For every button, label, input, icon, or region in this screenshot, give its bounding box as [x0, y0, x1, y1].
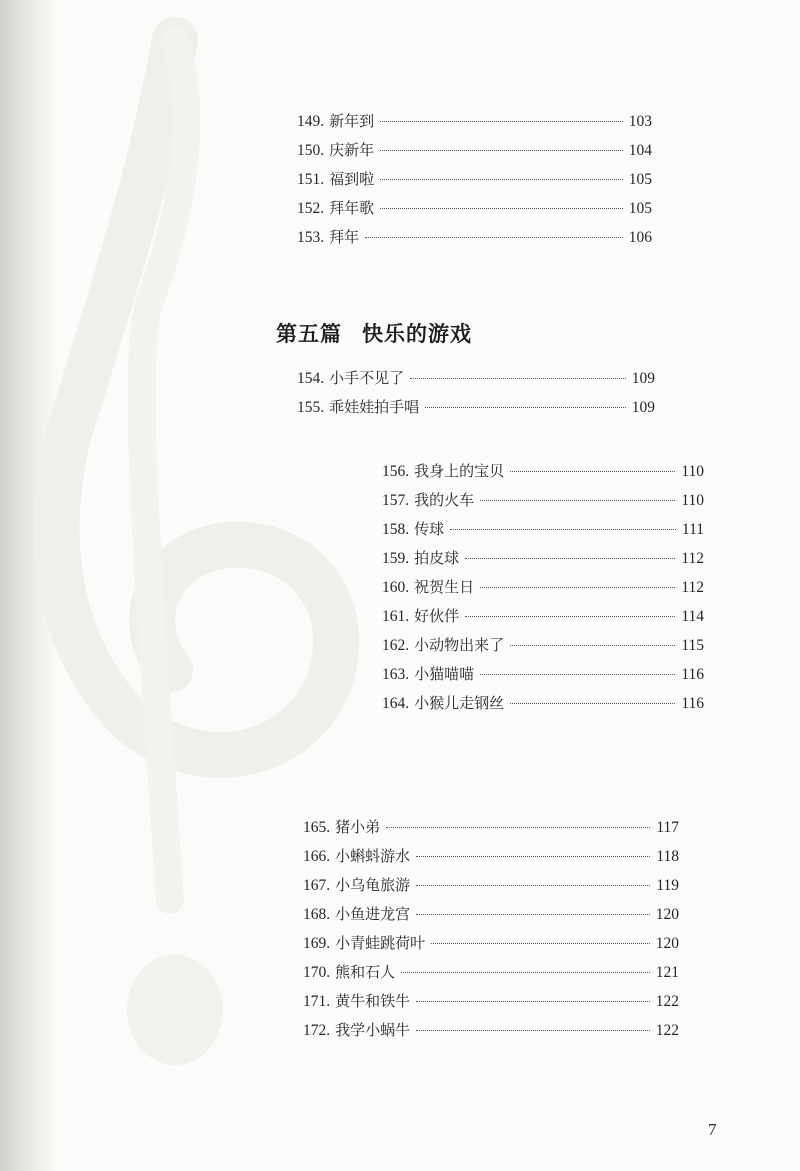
entry-number: 171.	[303, 993, 331, 1010]
toc-group-a	[297, 110, 652, 255]
dot-leader	[465, 616, 675, 617]
entry-page: 111	[681, 521, 704, 538]
entry-page: 120	[655, 906, 679, 923]
entry-number: 169.	[303, 935, 331, 952]
entry-title: 小猫喵喵	[414, 665, 475, 683]
entry-number: 170.	[303, 964, 331, 981]
dot-leader	[365, 237, 623, 238]
toc-group-b	[297, 367, 655, 425]
entry-title: 拜年	[329, 228, 360, 246]
toc-entry[interactable]	[303, 903, 679, 932]
entry-title: 黄牛和铁牛	[335, 992, 411, 1010]
dot-leader	[431, 943, 650, 944]
entry-title: 小手不见了	[329, 369, 405, 387]
entry-page: 110	[681, 492, 704, 509]
toc-entry[interactable]	[297, 197, 652, 226]
toc-entry[interactable]	[382, 605, 704, 634]
section-part: 第五篇	[276, 321, 342, 346]
section-name: 快乐的游戏	[362, 321, 472, 346]
entry-page: 116	[681, 695, 704, 712]
dot-leader	[510, 703, 675, 704]
section-heading	[276, 318, 472, 348]
entry-title: 小乌龟旅游	[335, 876, 411, 894]
page-number: 7	[708, 1120, 717, 1139]
entry-page: 105	[628, 171, 652, 188]
toc-group-c	[382, 460, 704, 721]
entry-number: 151.	[297, 171, 325, 188]
toc-entry[interactable]	[382, 518, 704, 547]
entry-title: 猪小弟	[335, 818, 381, 836]
toc-entry[interactable]	[303, 990, 679, 1019]
toc-entry[interactable]	[297, 110, 652, 139]
entry-number: 162.	[382, 637, 410, 654]
entry-number: 163.	[382, 666, 410, 683]
entry-title: 祝贺生日	[414, 578, 475, 596]
entry-page: 112	[681, 579, 704, 596]
entry-page: 103	[628, 113, 652, 130]
entry-page: 114	[681, 608, 704, 625]
entry-page: 118	[656, 848, 679, 865]
entry-number: 154.	[297, 370, 325, 387]
entry-number: 152.	[297, 200, 325, 217]
entry-number: 159.	[382, 550, 410, 567]
entry-number: 167.	[303, 877, 331, 894]
toc-entry[interactable]	[382, 547, 704, 576]
entry-number: 150.	[297, 142, 325, 159]
entry-page: 109	[631, 370, 655, 387]
toc-group-d	[303, 816, 679, 1048]
toc-entry[interactable]	[303, 961, 679, 990]
entry-title: 小动物出来了	[414, 636, 505, 654]
entry-title: 新年到	[329, 112, 375, 130]
dot-leader	[410, 378, 626, 379]
entry-number: 153.	[297, 229, 325, 246]
toc-entry[interactable]	[297, 367, 655, 396]
toc-entry[interactable]	[303, 1019, 679, 1048]
entry-number: 149.	[297, 113, 325, 130]
dot-leader	[480, 500, 675, 501]
toc-entry[interactable]	[303, 845, 679, 874]
entry-page: 104	[628, 142, 652, 159]
entry-number: 172.	[303, 1022, 331, 1039]
dot-leader	[380, 208, 623, 209]
toc-entry[interactable]	[297, 139, 652, 168]
dot-leader	[425, 407, 626, 408]
entry-title: 我的火车	[414, 491, 475, 509]
entry-title: 拜年歌	[329, 199, 375, 217]
entry-number: 161.	[382, 608, 410, 625]
entry-page: 115	[681, 637, 704, 654]
entry-number: 160.	[382, 579, 410, 596]
entry-number: 157.	[382, 492, 410, 509]
entry-title: 我身上的宝贝	[414, 462, 505, 480]
entry-number: 168.	[303, 906, 331, 923]
dot-leader	[380, 121, 623, 122]
dot-leader	[465, 558, 675, 559]
entry-title: 乖娃娃拍手唱	[329, 398, 420, 416]
entry-title: 庆新年	[329, 141, 375, 159]
dot-leader	[480, 587, 675, 588]
toc-entry[interactable]	[382, 489, 704, 518]
dot-leader	[510, 471, 675, 472]
entry-title: 拍皮球	[414, 549, 460, 567]
entry-title: 我学小蜗牛	[335, 1021, 411, 1039]
entry-page: 109	[631, 399, 655, 416]
toc-entry[interactable]	[382, 663, 704, 692]
dot-leader	[416, 1030, 650, 1031]
dot-leader	[380, 150, 623, 151]
dot-leader	[380, 179, 623, 180]
entry-title: 福到啦	[329, 170, 375, 188]
dot-leader	[416, 856, 650, 857]
entry-number: 165.	[303, 819, 331, 836]
dot-leader	[401, 972, 650, 973]
toc-entry[interactable]	[382, 460, 704, 489]
entry-number: 155.	[297, 399, 325, 416]
entry-page: 105	[628, 200, 652, 217]
entry-page: 112	[681, 550, 704, 567]
toc-entry[interactable]	[303, 816, 679, 845]
dot-leader	[480, 674, 675, 675]
toc-entry[interactable]	[303, 874, 679, 903]
dot-leader	[416, 914, 650, 915]
toc-entry[interactable]	[382, 576, 704, 605]
toc-entry[interactable]	[382, 634, 704, 663]
entry-page: 110	[681, 463, 704, 480]
entry-page: 106	[628, 229, 652, 246]
entry-title: 小鱼进龙宫	[335, 905, 411, 923]
entry-number: 158.	[382, 521, 410, 538]
entry-page: 117	[656, 819, 679, 836]
dot-leader	[510, 645, 675, 646]
entry-page: 119	[656, 877, 679, 894]
entry-page: 120	[655, 935, 679, 952]
entry-number: 156.	[382, 463, 410, 480]
dot-leader	[416, 1001, 650, 1002]
toc-entry[interactable]	[297, 226, 652, 255]
entry-page: 116	[681, 666, 704, 683]
toc-entry[interactable]	[303, 932, 679, 961]
dot-leader	[450, 529, 676, 530]
entry-title: 好伙伴	[414, 607, 460, 625]
dot-leader	[416, 885, 650, 886]
entry-number: 166.	[303, 848, 331, 865]
entry-title: 小青蛙跳荷叶	[335, 934, 426, 952]
dot-leader	[386, 827, 650, 828]
entry-page: 122	[655, 1022, 679, 1039]
entry-title: 小蝌蚪游水	[335, 847, 411, 865]
toc-entry[interactable]	[297, 168, 652, 197]
entry-title: 熊和石人	[335, 963, 396, 981]
toc-entry[interactable]	[297, 396, 655, 425]
entry-title: 小猴儿走钢丝	[414, 694, 505, 712]
entry-page: 122	[655, 993, 679, 1010]
entry-page: 121	[655, 964, 679, 981]
entry-title: 传球	[414, 520, 445, 538]
toc-entry[interactable]	[382, 692, 704, 721]
entry-number: 164.	[382, 695, 410, 712]
